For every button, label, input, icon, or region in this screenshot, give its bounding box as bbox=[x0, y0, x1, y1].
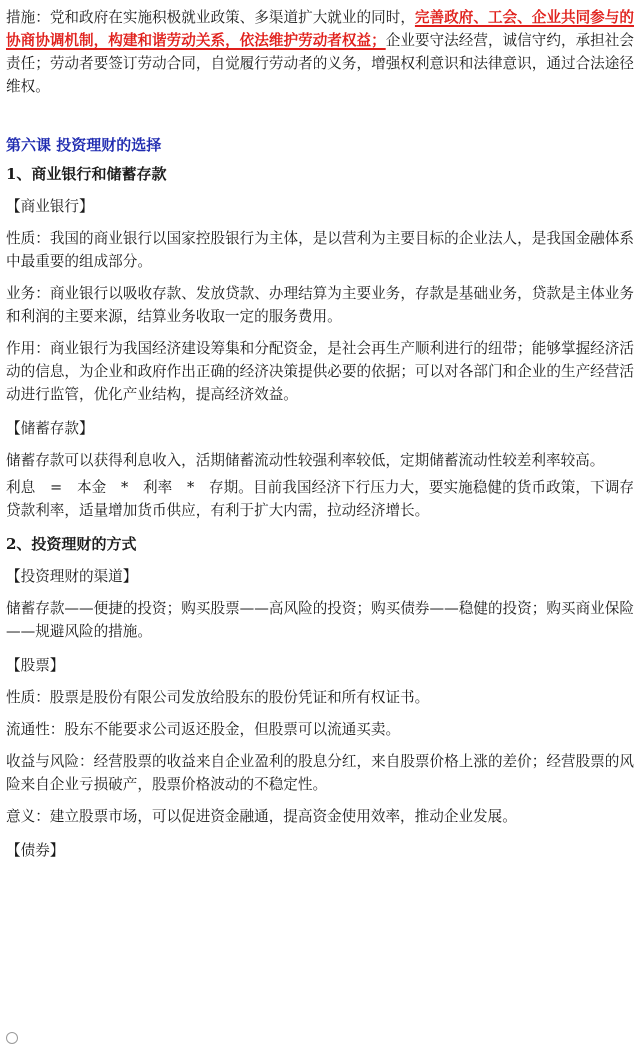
bonds-heading: 【债券】 bbox=[6, 842, 65, 859]
section2-title: 2、投资理财的方式 bbox=[6, 535, 137, 553]
measures-text-part1: 措施：党和政府在实施积极就业政策、多渠道扩大就业的同时， bbox=[6, 9, 415, 26]
channels-heading: 【投资理财的渠道】 bbox=[6, 568, 138, 585]
stocks-nature: 性质：股票是股份有限公司发放给股东的股份凭证和所有权证书。 bbox=[6, 689, 430, 706]
stocks-returns: 收益与风险：经营股票的收益来自企业盈利的股息分红，来自股票价格上涨的差价；经营股票的风险来自企业亏损破产，股票价格波动的不稳定性。 bbox=[6, 753, 634, 793]
bank-nature: 性质：我国的商业银行以国家控股银行为主体，是以营利为主要目标的企业法人，是我国金融体系中最重要的组成部分。 bbox=[6, 230, 634, 270]
stocks-meaning: 意义：建立股票市场，可以促进资金融通，提高资金使用效率，推动企业发展。 bbox=[6, 808, 517, 825]
bank-role: 作用：商业银行为我国经济建设筹集和分配资金，是社会再生产顺利进行的纽带；能够掌握经济活动的信息，为企业和政府作出正确的经济决策提供必要的依据；可以对各部门和企业的生产经营活动进行监管，优化产业结构，提高经济效益。 bbox=[6, 340, 634, 403]
interest-formula: 利息 = 本金 * 利率 * 存期。 bbox=[6, 479, 253, 496]
stocks-liquidity: 流通性：股东不能要求公司返还股金，但股票可以流通买卖。 bbox=[6, 721, 401, 738]
watermark bbox=[6, 1030, 21, 1044]
lesson-title: 第六课 投资理财的选择 bbox=[6, 136, 162, 154]
bank-heading: 【商业银行】 bbox=[6, 198, 94, 215]
savings-heading: 【储蓄存款】 bbox=[6, 420, 94, 437]
measures-paragraph bbox=[6, 6, 634, 98]
savings-formula-paragraph bbox=[6, 476, 634, 522]
measures-text-part2: 企业要守法经营，诚信守约，承担社会责任；劳动者要签订劳动合同，自觉履行劳动者的义务，增强权利意识和法律意识，通过合法途径维权。 bbox=[6, 32, 634, 95]
savings-text2: 目前我国经济下行压力大，要实施稳健的货币政策，下调存贷款利率，适量增加货币供应，有利于扩大内需，拉动经济增长。 bbox=[6, 479, 635, 519]
watermark-logo-icon bbox=[6, 1032, 18, 1044]
channels-text: 储蓄存款——便捷的投资；购买股票——高风险的投资；购买债券——稳健的投资；购买商业保险——规避风险的措施。 bbox=[6, 600, 634, 640]
measures-highlight: 完善政府、工会、企业共同参与的协商协调机制，构建和谐劳动关系，依法维护劳动者权益； bbox=[6, 9, 634, 49]
stocks-heading: 【股票】 bbox=[6, 657, 65, 674]
savings-text1: 储蓄存款可以获得利息收入，活期储蓄流动性较强利率较低，定期储蓄流动性较差利率较高。 bbox=[6, 452, 605, 469]
bank-business: 业务：商业银行以吸收存款、发放贷款、办理结算为主要业务，存款是基础业务，贷款是主体业务和利润的主要来源，结算业务收取一定的服务费用。 bbox=[6, 285, 634, 325]
section1-title: 1、商业银行和储蓄存款 bbox=[6, 165, 167, 183]
